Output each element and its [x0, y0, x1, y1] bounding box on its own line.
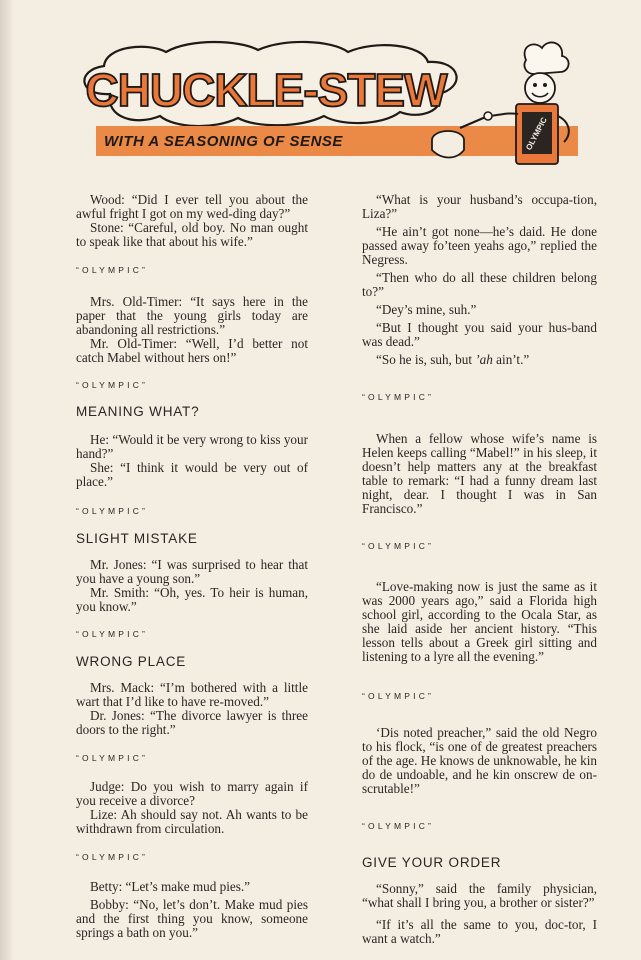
separator: “OLYMPIC”: [76, 629, 149, 639]
joke-line: Mrs. Mack: “I’m bothered with a little wart that I’d like to have re-moved.”: [76, 680, 308, 709]
joke-line: “Dey’s mine, suh.”: [376, 302, 477, 317]
joke-text-italic: ’ah: [475, 352, 493, 367]
header-tagline: WITH A SEASONING OF SENSE: [104, 133, 343, 150]
title-cloud: [70, 36, 470, 132]
separator: “OLYMPIC”: [362, 392, 435, 402]
joke-line: “He ain’t got none—he’s daid. He done passed away fo’teen yeahs ago,” replied the Negress.: [362, 224, 597, 267]
joke-line: “Love-making now is just the same as it was 2000 years ago,” said a Florida high school girl, according to the Ocala Star, as she laid aside her ancient history. “This lesson tells about a Greek girl sitting and listening to a lyre all the evening.”: [362, 579, 597, 664]
joke-line: Mrs. Old-Timer: “It says here in the paper that the young girls today are abandoning all restrictions.”: [76, 294, 308, 337]
separator: “OLYMPIC”: [76, 506, 149, 516]
joke-line: Bobby: “No, let’s don’t. Make mud pies and the first thing you know, someone springs a bath on you.”: [76, 897, 308, 940]
separator: “OLYMPIC”: [76, 380, 149, 390]
joke-line: “Then who do all these children belong to?”: [362, 270, 597, 299]
separator: “OLYMPIC”: [362, 821, 435, 831]
joke-line: [362, 353, 597, 367]
right-column: [362, 193, 597, 946]
separator: “OLYMPIC”: [76, 753, 149, 763]
joke-line: Betty: “Let’s make mud pies.”: [90, 879, 251, 894]
chef-mascot-illustration: [430, 38, 580, 168]
joke-text: “So he is, suh, but: [376, 352, 476, 367]
separator: “OLYMPIC”: [76, 852, 149, 862]
joke-line: Wood: “Did I ever tell you about the awful fright I got on my wed-ding day?”: [76, 192, 308, 221]
joke-line: “Sonny,” said the family physician, “what shall I bring you, a brother or sister?”: [362, 881, 597, 910]
joke-heading: SLIGHT MISTAKE: [76, 531, 198, 546]
joke-text: ain’t.”: [492, 352, 530, 367]
joke-line: Mr. Old-Timer: “Well, I’d better not catch Mabel without hers on!”: [76, 336, 308, 365]
joke-line: Stone: “Careful, old boy. No man ought to speak like that about his wife.”: [76, 220, 308, 249]
joke-line: He: “Would it be very wrong to kiss your hand?”: [76, 432, 308, 461]
joke-line: Judge: Do you wish to marry again if you receive a divorce?: [76, 779, 308, 808]
can-label: OLYMPIC: [524, 115, 549, 152]
joke-line: “If it’s all the same to you, doc-tor, I want a watch.”: [362, 917, 597, 946]
joke-line: Mr. Jones: “I was surprised to hear that you have a young son.”: [76, 557, 308, 586]
joke-heading: MEANING WHAT?: [76, 404, 200, 419]
joke-line: When a fellow whose wife’s name is Helen keeps calling “Mabel!” in his sleep, it doesn’t help matters any at the breakfast table to remark: “I had a funny dream last night, dear. I thought I was in San Francisco.”: [362, 431, 597, 516]
joke-heading: WRONG PLACE: [76, 654, 187, 669]
header-banner: [0, 0, 641, 175]
separator: “OLYMPIC”: [76, 265, 149, 275]
joke-line: Mr. Smith: “Oh, yes. To heir is human, you know.”: [76, 585, 308, 614]
separator: “OLYMPIC”: [362, 541, 435, 551]
joke-line: She: “I think it would be very out of place.”: [76, 460, 308, 489]
joke-line: Dr. Jones: “The divorce lawyer is three doors to the right.”: [76, 708, 308, 737]
joke-line: Lize: Ah should say not. Ah wants to be withdrawn from circulation.: [76, 807, 308, 836]
separator: “OLYMPIC”: [362, 691, 435, 701]
joke-line: “But I thought you said your hus-band was dead.”: [362, 320, 597, 349]
joke-line: “What is your husband’s occupa-tion, Liza?”: [362, 192, 597, 221]
joke-heading: GIVE YOUR ORDER: [362, 855, 502, 870]
joke-line: ‘Dis noted preacher,” said the old Negro to his flock, “is one of de greatest preachers of the age. He knows de unknowable, he kin do de undoable, and he kin onscrew de on-scrutable!”: [362, 725, 597, 796]
header-title: CHUCKLE-STEW: [85, 64, 447, 116]
left-column: [76, 193, 308, 940]
